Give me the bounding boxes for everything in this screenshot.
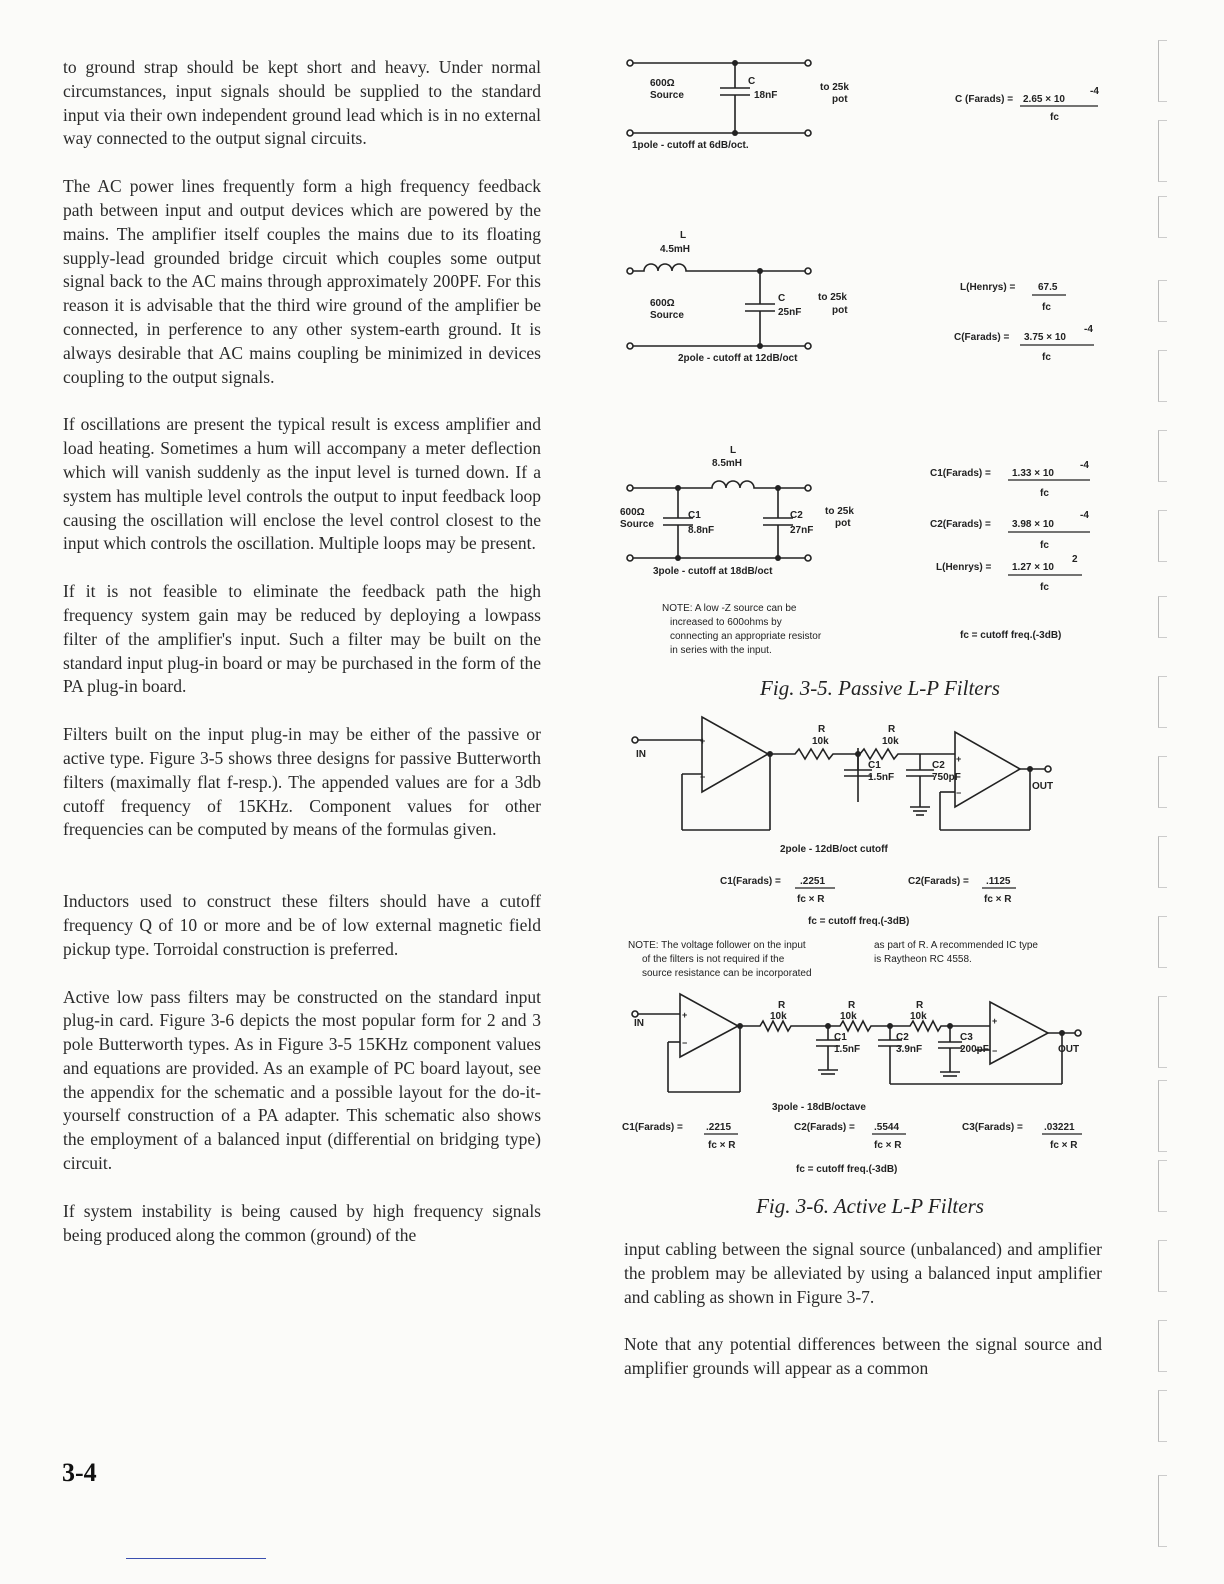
formula-numerator: 67.5 — [1038, 282, 1058, 293]
binding-edge-mark — [1158, 1475, 1167, 1547]
input-label: IN — [636, 749, 646, 760]
capacitor-value: 750pF — [932, 772, 961, 783]
source-label: Source — [650, 90, 684, 101]
paragraph: to ground strap should be kept short and heavy. Under normal circumstances, input signals should be supplied to the standard input via their own independent ground lead which is in no external way connected to the output signal circuits. — [63, 57, 541, 149]
footer-rule — [126, 1558, 266, 1559]
pot-label: to 25k — [818, 292, 847, 303]
source-label: 600Ω — [650, 298, 675, 309]
figure-3-5-passive-filters — [620, 48, 1110, 688]
cutoff-definition: fc = cutoff freq.(-3dB) — [796, 1164, 898, 1175]
formula-denominator: fc × R — [1050, 1140, 1078, 1151]
capacitor-label: C2 — [932, 760, 945, 771]
paragraph: Filters built on the input plug-in may be either of the passive or active type. Figure 3-5 shows three designs for passive Butterworth filters (maximally flat f-resp.). The appended values are for a 3db cutoff frequency of 15KHz. Component values for other frequencies can be computed by means of the formulas given. — [63, 724, 541, 840]
paragraph: Inductors used to construct these filters should have a cutoff frequency Q of 10 or more and be of low external magnetic field pickup type. Torroidal construction is preferred. — [63, 891, 541, 959]
pot-label: pot — [835, 518, 851, 529]
source-label: 600Ω — [650, 78, 675, 89]
inductor-value: 4.5mH — [660, 244, 691, 255]
note-line: NOTE: The voltage follower on the input — [628, 940, 806, 951]
formula-lhs: C1(Farads) = — [622, 1122, 683, 1133]
formula-denominator: fc — [1040, 540, 1049, 551]
binding-edge-mark — [1158, 1240, 1167, 1292]
binding-edge-mark — [1158, 996, 1167, 1068]
binding-edge-mark — [1158, 350, 1167, 402]
circuit-caption: 3pole - 18dB/octave — [772, 1102, 866, 1113]
capacitor-label: C1 — [868, 760, 881, 771]
binding-edge-mark — [1158, 916, 1167, 968]
formula-lhs: C2(Farads) = — [930, 519, 991, 530]
formula-denominator: fc — [1040, 488, 1049, 499]
note-line: connecting an appropriate resistor — [670, 631, 822, 642]
svg-text:+: + — [700, 736, 706, 746]
svg-text:+: + — [956, 754, 962, 764]
inductor-label: L — [730, 445, 737, 456]
svg-text:−: − — [700, 772, 706, 782]
paragraph: If system instability is being caused by high frequency signals being produced along the common (ground) of the — [63, 1200, 541, 1245]
capacitor-label: C3 — [960, 1032, 973, 1043]
formula-lhs: C2(Farads) = — [908, 876, 969, 887]
pot-label: pot — [832, 305, 848, 316]
formula-denominator: fc — [1050, 112, 1059, 123]
note-line: source resistance can be incorporated — [642, 968, 812, 979]
binding-edge-mark — [1158, 1160, 1167, 1212]
note-line: as part of R. A recommended IC type — [874, 940, 1038, 951]
formula-numerator: .03221 — [1044, 1122, 1075, 1133]
source-label: 600Ω — [620, 507, 645, 518]
formula-denominator: fc × R — [708, 1140, 736, 1151]
figure-caption: Fig. 3-6. Active L-P Filters — [756, 1194, 984, 1218]
binding-edge-mark — [1158, 1320, 1167, 1372]
output-label: OUT — [1058, 1044, 1080, 1055]
formula-lhs: L(Henrys) = — [960, 282, 1016, 293]
formula-numerator: 3.75 × 10 — [1024, 332, 1066, 343]
capacitor-value: 3.9nF — [896, 1044, 923, 1055]
source-label: Source — [620, 519, 654, 530]
formula-exponent: -4 — [1080, 460, 1089, 471]
formula-exponent: 2 — [1072, 554, 1078, 565]
note-line: increased to 600ohms by — [670, 617, 782, 628]
resistor-label: R — [818, 724, 826, 735]
formula-lhs: C1(Farads) = — [930, 468, 991, 479]
circuit-caption: 2pole - 12dB/oct cutoff — [780, 844, 888, 855]
svg-text:+: + — [992, 1016, 998, 1026]
output-label: OUT — [1032, 781, 1054, 792]
formula-exponent: -4 — [1090, 86, 1099, 97]
paragraph: Note that any potential differences between the signal source and amplifier grounds will appear as a common — [624, 1334, 1102, 1379]
svg-text:+: + — [682, 1010, 688, 1020]
paragraph: If it is not feasible to eliminate the feedback path the high frequency system gain may be reduced by deploying a lowpass filter of the amplifier's input. Such a filter may be built on the standard input plug-in board or may be purchased in the form of the PA plug-in board. — [63, 581, 541, 697]
formula-denominator: fc × R — [874, 1140, 902, 1151]
cutoff-definition: fc = cutoff freq.(-3dB) — [808, 916, 910, 927]
capacitor-value: 25nF — [778, 307, 802, 318]
page-number: 3-4 — [62, 1458, 97, 1487]
figure-3-6-active-filters — [620, 712, 1110, 1192]
formula-numerator: .5544 — [874, 1122, 900, 1133]
formula-lhs: C1(Farads) = — [720, 876, 781, 887]
cutoff-definition: fc = cutoff freq.(-3dB) — [960, 630, 1062, 641]
formula-lhs: C3(Farads) = — [962, 1122, 1023, 1133]
binding-edge-mark — [1158, 196, 1167, 238]
note-line: NOTE: A low -Z source can be — [662, 603, 797, 614]
svg-text:−: − — [992, 1046, 998, 1056]
binding-edge-mark — [1158, 510, 1167, 562]
capacitor-value: 200pF — [960, 1044, 989, 1055]
capacitor-value: 1.5nF — [834, 1044, 861, 1055]
figure-caption: Fig. 3-5. Passive L-P Filters — [760, 676, 1000, 700]
formula-lhs: C2(Farads) = — [794, 1122, 855, 1133]
resistor-label: R — [848, 1000, 856, 1011]
binding-edge-mark — [1158, 280, 1167, 322]
formula-numerator: .2251 — [800, 876, 826, 887]
note-line: in series with the input. — [670, 645, 772, 656]
formula-exponent: -4 — [1080, 510, 1089, 521]
resistor-value: 10k — [910, 1011, 927, 1022]
capacitor-label: C — [778, 293, 786, 304]
right-column — [624, 1238, 1102, 1381]
resistor-value: 10k — [770, 1011, 787, 1022]
binding-edge-mark — [1158, 596, 1167, 638]
capacitor-value: 1.5nF — [868, 772, 895, 783]
circuit-caption: 1pole - cutoff at 6dB/oct. — [632, 140, 749, 151]
svg-text:−: − — [682, 1038, 688, 1048]
pot-label: to 25k — [825, 506, 854, 517]
circuit-caption: 2pole - cutoff at 12dB/oct — [678, 353, 798, 364]
formula-numerator: 1.27 × 10 — [1012, 562, 1054, 573]
formula-lhs: C (Farads) = — [955, 94, 1014, 105]
capacitor-value: 27nF — [790, 525, 814, 536]
note-line: is Raytheon RC 4558. — [874, 954, 972, 965]
note-line: of the filters is not required if the — [642, 954, 785, 965]
binding-edge-mark — [1158, 836, 1167, 888]
pot-label: to 25k — [820, 82, 849, 93]
formula-denominator: fc × R — [984, 894, 1012, 905]
capacitor-label: C2 — [790, 510, 803, 521]
formula-denominator: fc — [1040, 582, 1049, 593]
formula-lhs: L(Henrys) = — [936, 562, 992, 573]
formula-denominator: fc — [1042, 352, 1051, 363]
resistor-label: R — [888, 724, 896, 735]
capacitor-label: C2 — [896, 1032, 909, 1043]
formula-numerator: 2.65 × 10 — [1023, 94, 1065, 105]
binding-edge-mark — [1158, 676, 1167, 728]
source-label: Source — [650, 310, 684, 321]
binding-edge-mark — [1158, 1390, 1167, 1442]
binding-edge-mark — [1158, 756, 1167, 808]
inductor-value: 8.5mH — [712, 458, 743, 469]
formula-lhs: C(Farads) = — [954, 332, 1010, 343]
capacitor-label: C1 — [834, 1032, 847, 1043]
input-label: IN — [634, 1018, 644, 1029]
circuit-caption: 3pole - cutoff at 18dB/oct — [653, 566, 773, 577]
binding-edge-mark — [1158, 40, 1167, 102]
resistor-value: 10k — [812, 736, 829, 747]
formula-denominator: fc — [1042, 302, 1051, 313]
resistor-label: R — [916, 1000, 924, 1011]
paragraph: Active low pass filters may be constructed on the standard input plug-in card. Figure 3-6 depicts the most popular form for 2 and 3 pole Butterworth types. As in Figure 3-5 15KHz component values and equations are provided. As an example of PC board layout, see the appendix for the schematic and a possible layout for the do-it-yourself construction of a PA adapter. This schematic also shows the employment of a balanced input (differential on bridging type) circuit. — [63, 986, 541, 1174]
inductor-label: L — [680, 230, 687, 241]
resistor-label: R — [778, 1000, 786, 1011]
pot-label: pot — [832, 94, 848, 105]
binding-edge-mark — [1158, 120, 1167, 182]
binding-edge-mark — [1158, 430, 1167, 482]
capacitor-label: C1 — [688, 510, 701, 521]
binding-edge-mark — [1158, 1080, 1167, 1152]
formula-numerator: .2215 — [706, 1122, 732, 1133]
formula-numerator: .1125 — [986, 876, 1011, 887]
formula-denominator: fc × R — [797, 894, 825, 905]
capacitor-label: C — [748, 76, 756, 87]
resistor-value: 10k — [882, 736, 899, 747]
left-column — [63, 56, 541, 1247]
paragraph: If oscillations are present the typical result is excess amplifier and load heating. Sometimes a hum will accompany a meter deflection which will vanish suddenly as the input level is turned down. If a system has multiple level controls the output to input feedback loop causing the oscillation will enclose the level control closest to the input which controls the oscillation. Multiple loops may be present. — [63, 414, 541, 554]
formula-numerator: 3.98 × 10 — [1012, 519, 1054, 530]
capacitor-value: 8.8nF — [688, 525, 715, 536]
capacitor-value: 18nF — [754, 90, 778, 101]
formula-numerator: 1.33 × 10 — [1012, 468, 1054, 479]
paragraph: The AC power lines frequently form a high frequency feedback path between input and output devices which are powered by the mains. The amplifier itself couples the mains due to its floating supply-lead grounded bridge circuit which couples some output signal back to the AC mains through approximately 200PF. For this reason it is advisable that the third wire ground of the amplifier be connected, in perference to any other system-earth ground. It is always desirable that AC mains coupling be minimized in devices coupling to the output signals. — [63, 176, 541, 387]
paragraph: input cabling between the signal source (unbalanced) and amplifier the problem may be alleviated by using a balanced input amplifier and cabling as shown in Figure 3-7. — [624, 1239, 1102, 1307]
svg-text:−: − — [956, 788, 962, 798]
formula-exponent: -4 — [1084, 324, 1093, 335]
resistor-value: 10k — [840, 1011, 857, 1022]
